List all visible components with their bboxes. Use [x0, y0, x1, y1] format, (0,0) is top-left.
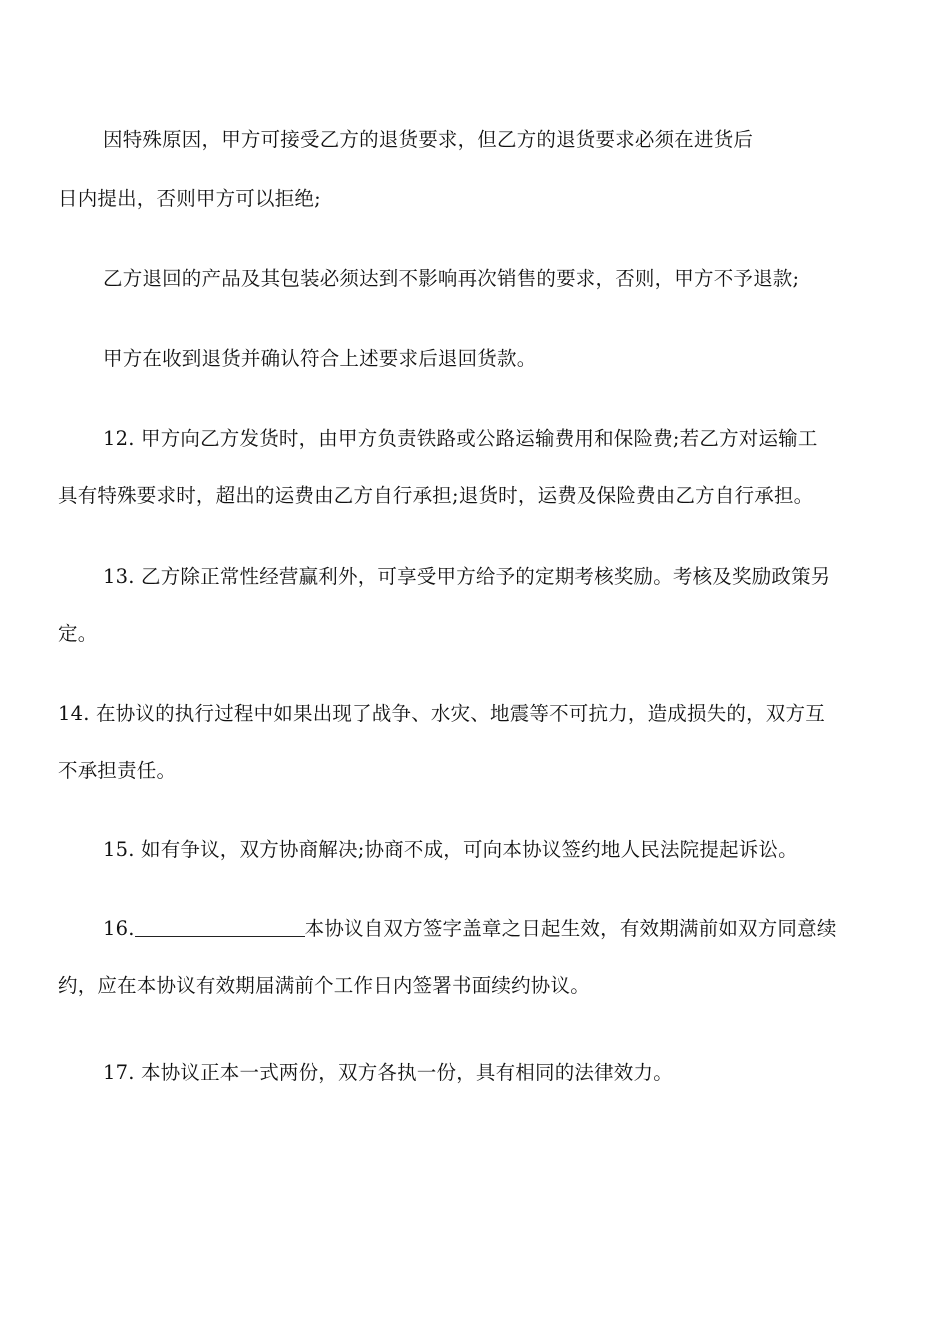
- clause-14-line: 14. 在协议的执行过程中如果出现了战争、水灾、地震等不可抗力，造成损失的，双方互: [58, 702, 825, 725]
- clause-16-text: 本协议自双方签字盖章之日起生效，有效期满前如双方同意续: [304, 917, 837, 940]
- clause-15-line: 15. 如有争议，双方协商解决;协商不成，可向本协议签约地人民法院提起诉讼。: [103, 838, 798, 861]
- paragraph-line: 乙方退回的产品及其包装必须达到不影响再次销售的要求，否则，甲方不予退款;: [103, 267, 800, 290]
- paragraph-line: 因特殊原因，甲方可接受乙方的退货要求，但乙方的退货要求必须在进货后: [103, 128, 754, 151]
- clause-17-line: 17. 本协议正本一式两份，双方各执一份，具有相同的法律效力。: [103, 1061, 673, 1084]
- clause-13-line: 定。: [58, 622, 98, 645]
- clause-16-line: [103, 915, 890, 943]
- fill-in-blank: [135, 916, 305, 937]
- paragraph-line: 日内提出，否则甲方可以拒绝;: [58, 187, 321, 210]
- clause-12-line: 12. 甲方向乙方发货时，由甲方负责铁路或公路运输费用和保险费;若乙方对运输工: [103, 427, 818, 450]
- paragraph-line: 甲方在收到退货并确认符合上述要求后退回货款。: [103, 347, 537, 370]
- clause-14-line: 不承担责任。: [58, 759, 177, 782]
- clause-12-line: 具有特殊要求时，超出的运费由乙方自行承担;退货时，运费及保险费由乙方自行承担。: [58, 484, 814, 507]
- clause-16-number: 16.: [103, 917, 135, 940]
- clause-13-line: 13. 乙方除正常性经营赢利外，可享受甲方给予的定期考核奖励。考核及奖励政策另: [103, 565, 831, 588]
- clause-16-line: 约，应在本协议有效期届满前个工作日内签署书面续约协议。: [58, 974, 590, 997]
